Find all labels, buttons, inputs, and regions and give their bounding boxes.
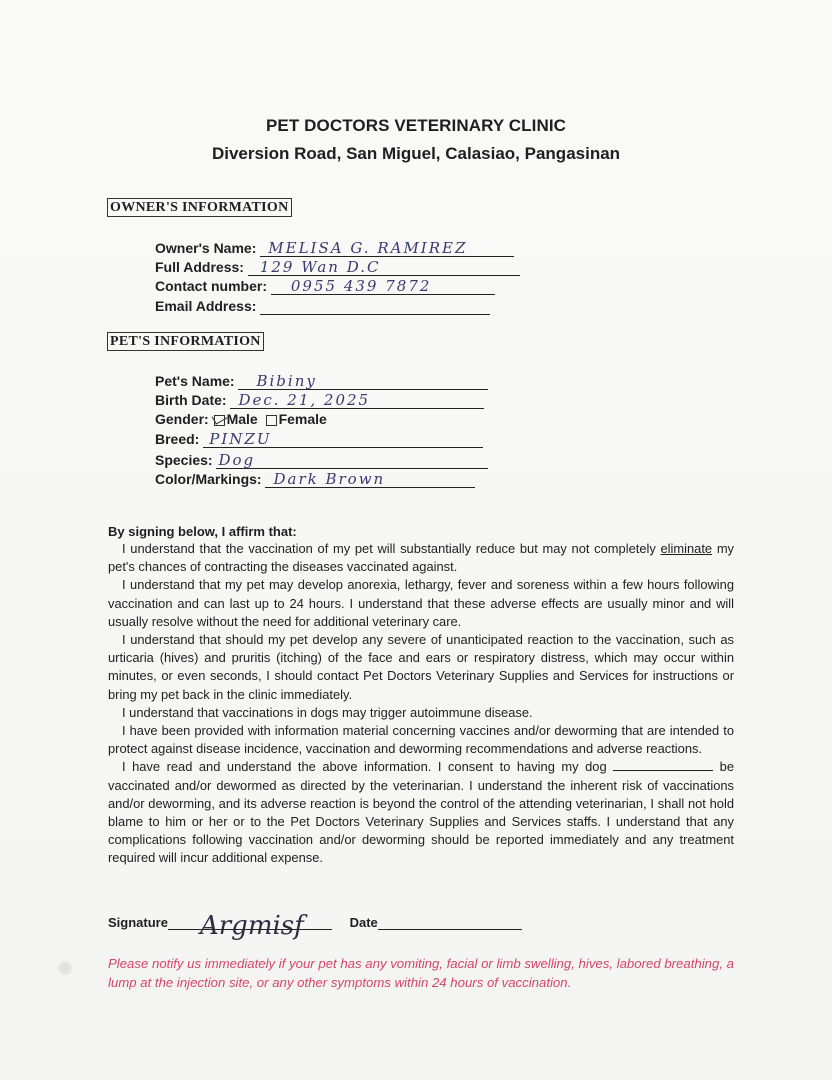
full-address-field[interactable] (155, 258, 520, 276)
date-label: Date (349, 915, 378, 930)
full-address-label: Full Address: (155, 259, 244, 275)
breed-field[interactable] (155, 430, 483, 448)
birth-date-label: Birth Date: (155, 392, 227, 408)
signature-row (108, 911, 522, 941)
owner-section-heading: OWNER'S INFORMATION (107, 198, 292, 217)
eliminate-underlined: eliminate (660, 541, 713, 556)
full-address-value: 129 Wan D.C (259, 258, 381, 276)
signature-value: Argmisf (199, 911, 304, 941)
affirmation-paragraph-5: I have been provided with information material concerning vaccines and/or deworming that are intended to protect against disease incidence, vaccination and deworming recommendations and adverse reactions. (108, 723, 734, 757)
affirmation-paragraph-1: I understand that the vaccination of my pet will substantially reduce but may not completely eliminate my pet's chances of contracting the diseases vaccinated against. (108, 541, 734, 575)
male-label: Male (226, 411, 258, 427)
species-label: Species: (155, 452, 213, 468)
date-field[interactable] (378, 917, 522, 930)
affirmation-paragraph-3: I understand that should my pet develop any severe of unanticipated reaction to the vaccination, such as urticaria (hives) and pruritis (itching) of the face and ears or respiratory distress, which may occur within minutes, or even seconds, I should contact Pet Doctors Veterinary Supplies and Services for instructions or bring my pet back in the clinic immediately. (108, 632, 734, 702)
signature-field[interactable] (168, 911, 332, 941)
gender-label: Gender: (155, 411, 209, 427)
clinic-address: Diversion Road, San Miguel, Calasiao, Pangasinan (211, 144, 621, 163)
birth-date-value: Dec. 21, 2025 (238, 391, 371, 409)
post-vaccination-notice: Please notify us immediately if your pet has any vomiting, facial or limb swelling, hives, labored breathing, a lump at the injection site, or any other symptoms within 24 hours of vaccination. (108, 956, 734, 990)
breed-label: Breed: (155, 431, 200, 447)
affirmation-body (108, 540, 734, 868)
paper-speck (58, 960, 72, 976)
affirmation-paragraph-6: I have read and understand the above information. I consent to having my dog be vaccinated and/or dewormed as directed by the veterinarian. I understand the inherent risk of vaccinations and/or deworming, and its adverse reaction is beyond the control of the attending veterinarian, I shall not hold blame to him or her or to the Pet Doctors Veterinary Supplies and Services staffs. I understand that any complications following vaccination and/or deworming should be reported immediately and any treatment required will incur additional expense. (108, 759, 734, 866)
owner-name-value: MELISA G. RAMIREZ (268, 239, 468, 257)
email-address-field[interactable] (155, 297, 490, 315)
pet-section-heading: PET'S INFORMATION (107, 332, 264, 351)
clinic-title: PET DOCTORS VETERINARY CLINIC (265, 116, 567, 135)
pet-name-field[interactable] (155, 372, 488, 390)
signature-label: Signature (108, 915, 168, 930)
pet-name-label: Pet's Name: (155, 373, 235, 389)
female-label: Female (278, 411, 327, 427)
species-value: Dog (218, 451, 256, 469)
owner-name-field[interactable] (155, 239, 514, 257)
affirmation-heading: By signing below, I affirm that: (108, 524, 297, 539)
pet-name-value: Bibiny (256, 372, 317, 390)
email-address-label: Email Address: (155, 298, 257, 314)
breed-value: PINZU (209, 430, 272, 448)
gender-field (155, 411, 327, 427)
color-markings-label: Color/Markings: (155, 471, 262, 487)
birth-date-field[interactable] (155, 391, 484, 409)
contact-number-label: Contact number: (155, 278, 267, 294)
species-field[interactable] (155, 451, 488, 469)
dog-name-blank[interactable] (613, 759, 713, 771)
affirmation-paragraph-4: I understand that vaccinations in dogs may trigger autoimmune disease. (122, 704, 533, 720)
contact-number-field[interactable] (155, 277, 495, 295)
male-checkbox[interactable] (214, 415, 225, 426)
affirmation-paragraph-2: I understand that my pet may develop anorexia, lethargy, fever and soreness within a few hours following vaccination and can last up to 24 hours. I understand that these adverse effects are usually minor and will usually resolve without the need for additional veterinary care. (108, 577, 734, 629)
contact-number-value: 0955 439 7872 (290, 277, 432, 295)
color-markings-field[interactable] (155, 470, 475, 488)
color-markings-value: Dark Brown (273, 470, 386, 488)
female-checkbox[interactable] (266, 415, 277, 426)
owner-name-label: Owner's Name: (155, 240, 257, 256)
